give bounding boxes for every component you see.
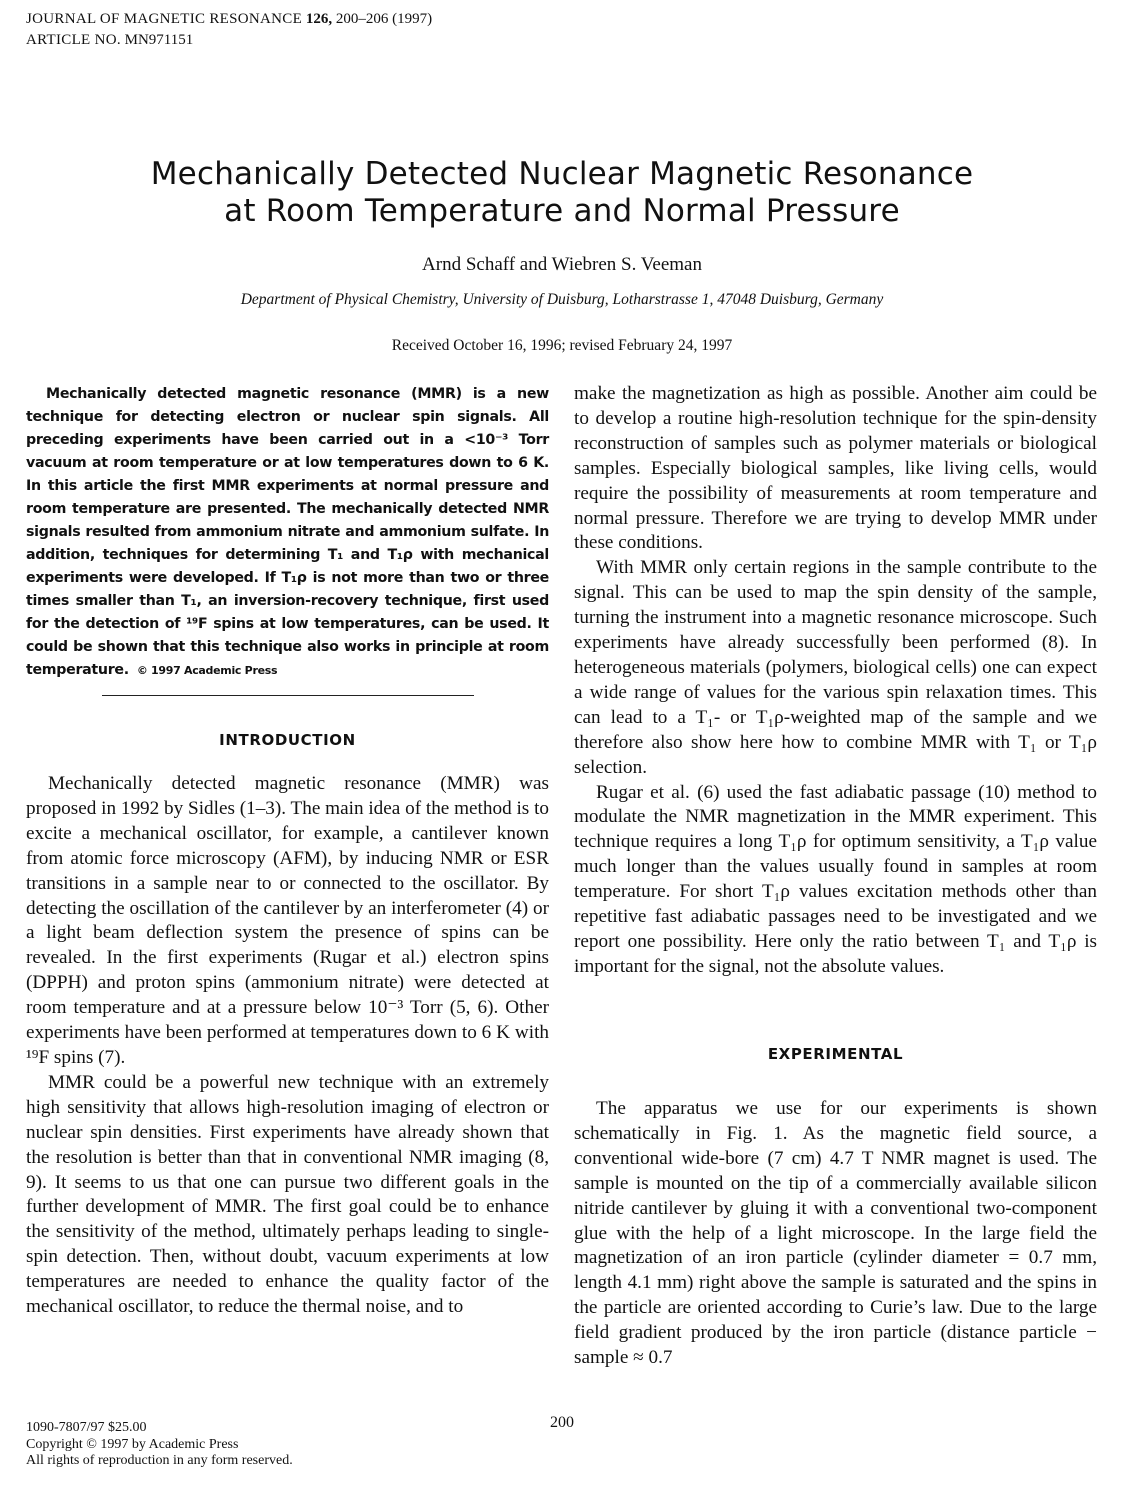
footer-rights: All rights of reproduction in any form reserved. [26, 1453, 293, 1468]
right-column-top [574, 382, 1097, 980]
journal-year: (1997) [392, 11, 433, 27]
title-line-1: Mechanically Detected Nuclear Magnetic Resonance [150, 156, 974, 192]
article-number: MN971151 [124, 32, 194, 48]
paragraph: make the magnetization as high as possible. Another aim could be to develop a routine high-resolution technique for the spin-density reconstruction of samples such as polymer materials or biological samples. Especially biological samples, like living cells, would require the possibility of measurements at room temperature and normal pressure. Therefore we are trying to develop MMR under these conditions. [574, 383, 1097, 554]
abstract-divider [102, 695, 474, 696]
journal-line [26, 9, 432, 30]
paragraph: Rugar et al. (6) used the fast adiabatic passage (10) method to modulate the NMR magnetization in the MMR experiment. This technique requires a long T₁ρ for optimum sensitivity, a T₁ρ value much longer than the values usually found in samples at room temperature. For short T₁ρ values excitation methods other than repetitive fast adiabatic passages need to be investigated and we report one possibility. Here only the ratio between T₁ and T₁ρ is important for the signal, not the absolute values. [574, 781, 1097, 977]
article-line [26, 30, 432, 51]
paragraph: With MMR only certain regions in the sample contribute to the signal. This can be used to map the spin density of the sample, turning the instrument into a magnetic resonance microscope. Such experiments have already successfully been performed (8). In heterogeneous materials (polymers, biological cells) one can expect a wide range of values for the various spin relaxation times. This can lead to a T₁- or T₁ρ-weighted map of the sample and we therefore also show here how to combine MMR with T₁ or T₁ρ selection. [574, 557, 1097, 778]
journal-volume: 126, [305, 11, 333, 27]
footer-price: 1090-7807/97 $25.00 [26, 1420, 147, 1435]
right-column-experimental [574, 1097, 1097, 1371]
affiliation: Department of Physical Chemistry, University of Duisburg, Lotharstrasse 1, 47048 Duisburg, Germany [240, 291, 884, 308]
received-date: Received October 16, 1996; revised February 24, 1997 [391, 337, 733, 354]
footer-copyright: Copyright © 1997 by Academic Press [26, 1436, 239, 1452]
authors: Arnd Schaff and Wiebren S. Veeman [422, 254, 702, 275]
section-heading-introduction: INTRODUCTION [219, 731, 356, 749]
footer [26, 1420, 293, 1470]
journal-name: JOURNAL OF MAGNETIC RESONANCE [26, 11, 303, 27]
section-heading-experimental: EXPERIMENTAL [767, 1045, 904, 1063]
page-number: 200 [550, 1414, 574, 1431]
paragraph: MMR could be a powerful new technique with an extremely high sensitivity that allows high-resolution imaging of electron or nuclear spin densities. First experiments have already shown that the resolution is better than that in conventional NMR imaging (8, 9). It seems to us that one can pursue two different goals in the further development of MMR. The first goal could be to enhance the sensitivity of the method, ultimately perhaps leading to single-spin detection. Then, without doubt, vacuum experiments at low temperatures are needed to enhance the quality factor of the mechanical oscillator, to reduce the thermal noise, and to [26, 1071, 549, 1318]
abstract-copyright: © 1997 Academic Press [136, 664, 278, 677]
running-header [26, 9, 432, 51]
journal-pages: 200–206 [335, 11, 389, 27]
abstract [26, 383, 549, 682]
paragraph: The apparatus we use for our experiments is shown schematically in Fig. 1. As the magnetic field source, a conventional wide-bore (7 cm) 4.7 T NMR magnet is used. The sample is mounted on the tip of a commercially available silicon nitride cantilever by gluing it with a conventional two-component glue with the help of a light microscope. In the large field the magnetization of an iron particle (cylinder diameter = 0.7 mm, length 4.1 mm) right above the sample is saturated and the spins in the particle are oriented according to Curie’s law. Due to the large field gradient produced by the iron particle (distance particle − sample ≈ 0.7 [574, 1098, 1097, 1369]
left-column [26, 772, 549, 1320]
article-label: ARTICLE NO. [26, 32, 121, 48]
title-line-2: at Room Temperature and Normal Pressure [224, 193, 900, 229]
paper-title [0, 156, 1124, 230]
abstract-text: Mechanically detected magnetic resonance (MMR) is a new technique for detecting electron or nuclear spin signals. All preceding experiments have been carried out in a <10⁻³ Torr vacuum at room temperature or at low temperatures down to 6 K. In this article the first MMR experiments at normal pressure and room temperature are presented. The mechanically detected NMR signals resulted from ammonium nitrate and ammonium sulfate. In addition, techniques for determining T₁ and T₁ρ with mechanical experiments were developed. If T₁ρ is not more than two or three times smaller than T₁, an inversion-recovery technique, first used for the detection of ¹⁹F spins at low temperatures, can be used. It could be shown that this technique also works in principle at room temperature. [26, 386, 549, 678]
paragraph: Mechanically detected magnetic resonance (MMR) was proposed in 1992 by Sidles (1–3). The main idea of the method is to excite a mechanical oscillator, for example, a cantilever known from atomic force microscopy (AFM), by inducing NMR or ESR transitions in a sample near to or connected to the oscillator. By detecting the oscillation of the cantilever by an interferometer (4) or a light beam deflection system the presence of spins can be revealed. In the first experiments (Rugar et al.) electron spins (DPPH) and proton spins (ammonium nitrate) were detected at room temperature and at a pressure below 10⁻³ Torr (5, 6). Other experiments have been performed at temperatures down to 6 K with ¹⁹F spins (7). [26, 773, 549, 1068]
